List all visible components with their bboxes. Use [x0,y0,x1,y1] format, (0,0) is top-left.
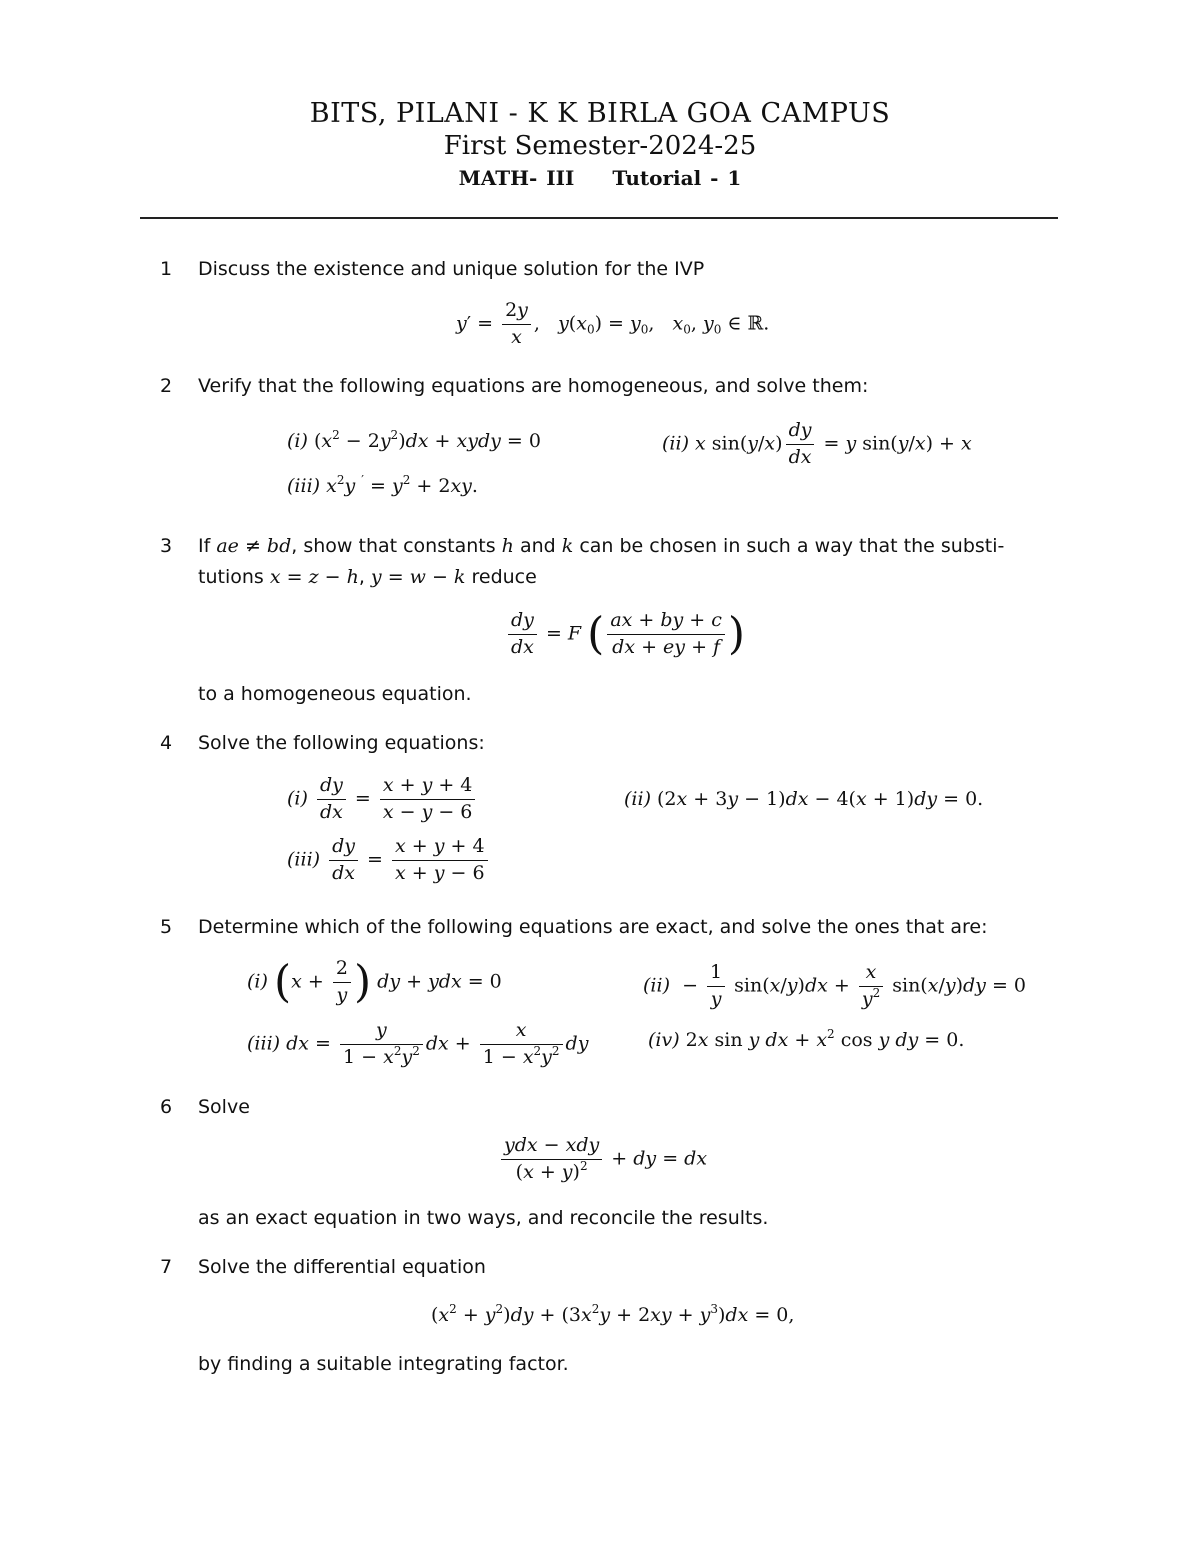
equation-4-ii: (ii) (2x + 3y − 1)dx − 4(x + 1)dy = 0. [624,788,984,810]
problem-number: 7 [160,1256,173,1278]
header-divider [140,217,1058,219]
tutorial-label: Tutorial - 1 [612,166,742,190]
equation-2-iii: (iii) $x^2y$ $' = y^2 + 2xy$. [287,473,478,497]
course-code: MATH- III [458,166,575,190]
problem-text: tutions x = z − h, y = w − k reduce [198,566,537,588]
problem-number: 5 [160,916,173,938]
equation-2-i: (i) $(x^2 - 2y^2)dx$ + xydy = 0 [287,428,541,452]
problem-text: If ae ≠ bd, show that constants h and k can be chosen in such a way that the substi- [198,535,1005,557]
problem-text: Discuss the existence and unique solution for the IVP [198,258,705,280]
semester-title: First Semester-2024-25 [443,131,757,161]
equation-5-ii: (ii) − $\frac{1}{y}$ sin(x/y)dx + $\frac{x}{y^2}$ sin(x/y)dy = 0 [643,961,1027,1010]
problem-text: Solve the following equations: [198,732,485,754]
problem-number: 1 [160,258,173,280]
course-line [0,166,1200,190]
problem-number: 6 [160,1096,173,1118]
equation-5-iii: (iii) dx = $\frac{y}{1 - x^2y^2}$ dx + $\frac{x}{1 - x^2y^2}$ dy [247,1019,589,1068]
problem-text: Verify that the following equations are homogeneous, and solve them: [198,375,869,397]
equation-2-ii: (ii) x sin(y/x) $\frac{dy}{dx}$ = y sin(y/x) + x [662,419,972,468]
problem-text: to a homogeneous equation. [198,683,472,705]
equation-4-iii: (iii) $\frac{dy}{dx}$ = $\frac{x + y + 4}{x + y - 6}$ [287,834,491,887]
substitution-equation: $\frac{dy}{dx}$ = F ( $\frac{ax + by + c}{dx + ey + f}$ ) [505,608,745,661]
problem-number: 4 [160,732,173,754]
institution-title: BITS, PILANI - K K BIRLA GOA CAMPUS [309,98,891,129]
problem-number: 3 [160,535,173,557]
problem-text: Solve [198,1096,250,1118]
equation-5-i: (i) (x + $\frac{2}{y}$ ) dy + ydx = 0 [247,956,502,1008]
equation-7: $(x^2 + y^2)dy + (3x^2y + 2xy + y^3)dx = 0$, [431,1302,795,1326]
equation-4-i: (i) $\frac{dy}{dx}$ = $\frac{x + y + 4}{x - y - 6}$ [287,773,478,826]
equation-6: $\frac{\text{ydx − xdy}}{(x + y)^2}$ + dy = dx [498,1133,707,1186]
problem-text: Solve the differential equation [198,1256,486,1278]
problem-text: Determine which of the following equations are exact, and solve the ones that are: [198,916,988,938]
equation-5-iv: (iv) 2x sin y dx + $x^2$ cos y dy = 0. [648,1027,965,1051]
ivp-equation: y′ = $\frac{2y}{x}$ , $y(x_0) = y_0$, $x_0$, $y_0$ ∈ ℝ. [456,299,770,348]
problem-number: 2 [160,375,173,397]
problem-text: as an exact equation in two ways, and reconcile the results. [198,1207,769,1229]
problem-text: by finding a suitable integrating factor. [198,1353,569,1375]
